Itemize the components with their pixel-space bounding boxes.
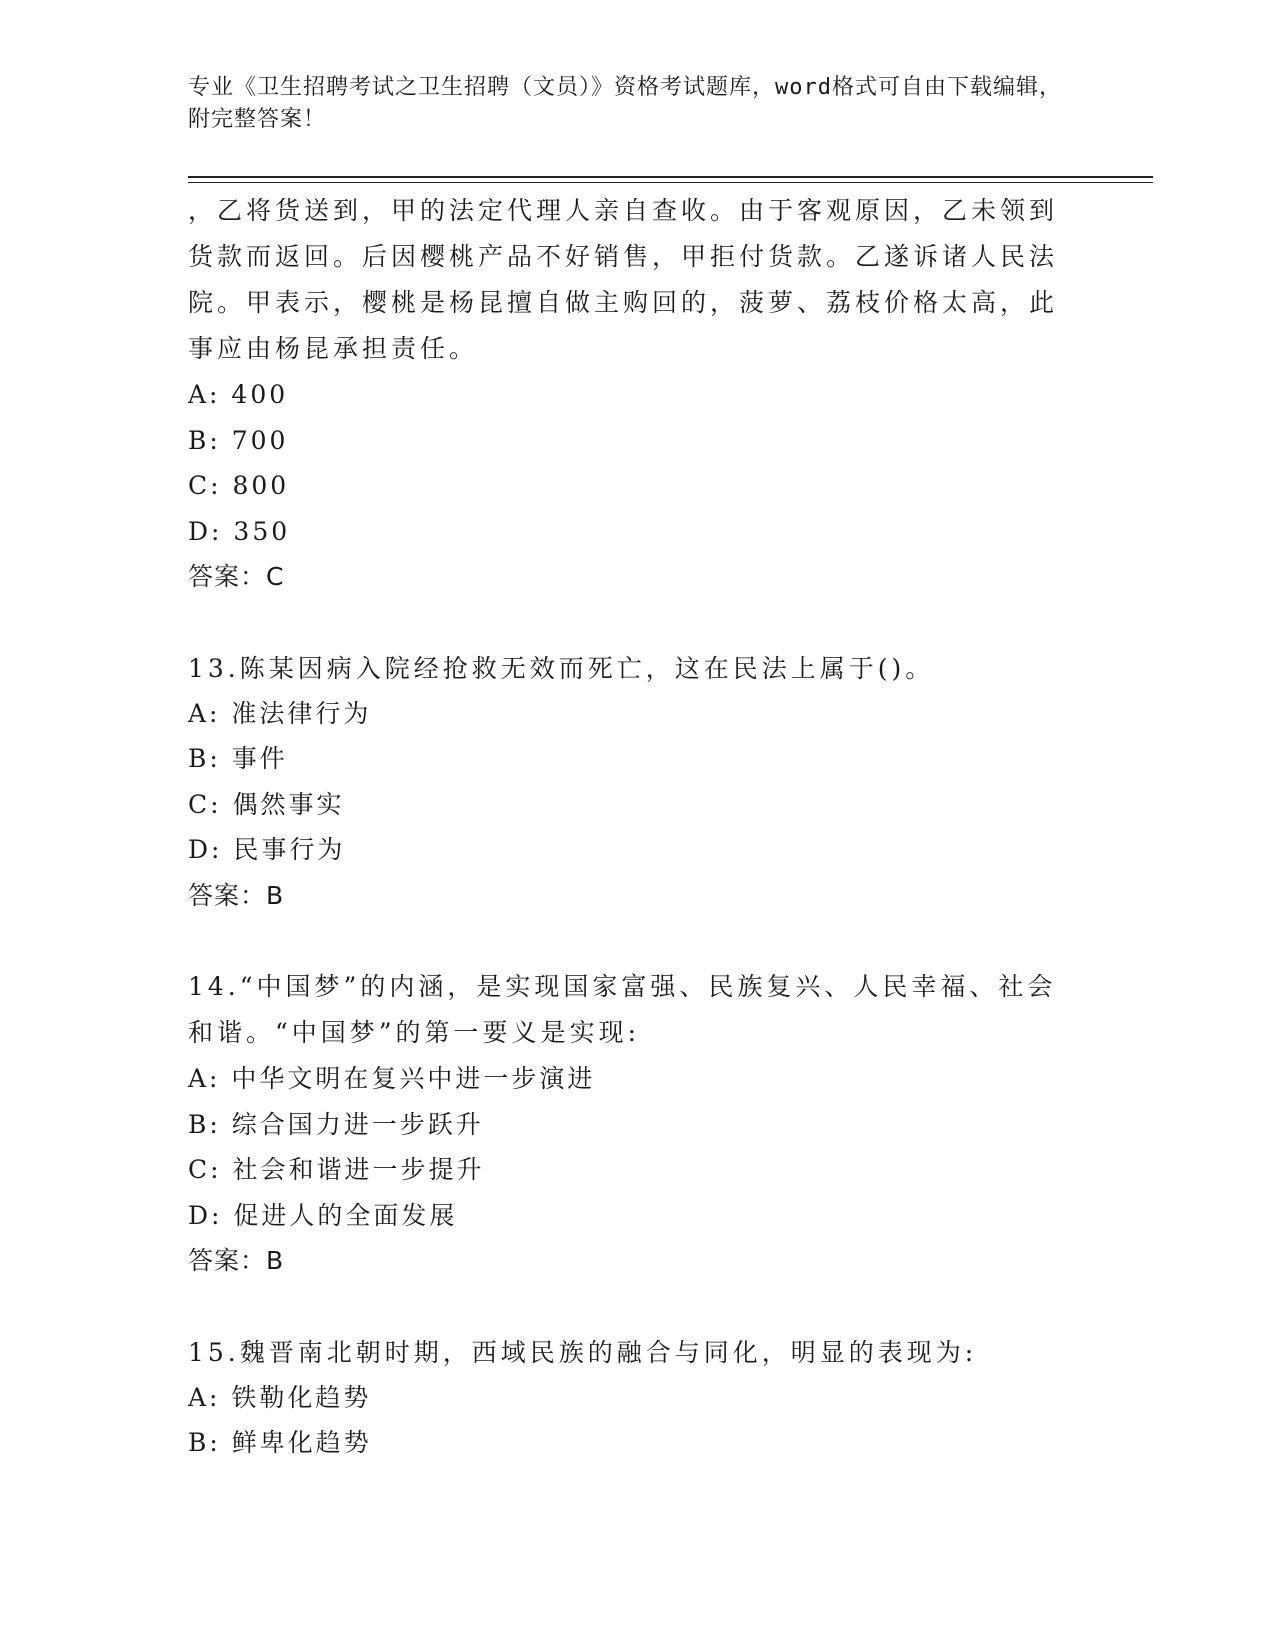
option-d: D: 促进人的全面发展 — [188, 1200, 458, 1230]
question-title: 14.“中国梦”的内涵，是实现国家富强、民族复兴、人民幸福、社会和谐。“中国梦”的第一要义是实现: — [188, 972, 1057, 1047]
document-header: 专业《卫生招聘考试之卫生招聘（文员）》资格考试题库，word格式可自由下载编辑，附完整答案！ — [188, 75, 1062, 132]
question-title: 13.陈某因病入院经抢救无效而死亡，这在民法上属于()。 — [188, 653, 935, 683]
option-c: C: 偶然事实 — [188, 789, 345, 819]
option-a: A: 400 — [188, 380, 289, 409]
answer: 答案：C — [188, 562, 285, 591]
question-text: ，乙将货送到，甲的法定代理人亲自查收。由于客观原因，乙未领到货款而返回。后因樱桃产品不好销售，甲拒付货款。乙遂诉诸人民法院。甲表示，樱桃是杨昆擅自做主购回的，菠萝、荔枝价格太高，此事应由杨昆承担责任。 — [188, 196, 1059, 363]
header-divider-thin — [188, 182, 1153, 183]
option-b: B: 700 — [188, 425, 289, 455]
question-title: 15.魏晋南北朝时期，西域民族的融合与同化，明显的表现为: — [188, 1337, 978, 1367]
option-d: D: 民事行为 — [188, 835, 346, 864]
option-d: D: 350 — [188, 516, 291, 546]
option-b: B: 事件 — [188, 744, 288, 773]
option-b: B: 鲜卑化趋势 — [188, 1428, 372, 1457]
question-15 — [188, 1330, 1068, 1466]
answer: 答案：B — [188, 880, 285, 910]
question-12-continuation — [188, 188, 1068, 600]
option-c: C: 社会和谐进一步提升 — [188, 1155, 485, 1184]
question-13 — [188, 646, 1068, 919]
question-content — [188, 188, 1068, 1466]
answer: 答案：B — [188, 1246, 285, 1275]
question-14 — [188, 964, 1068, 1284]
option-a: A: 中华文明在复兴中进一步演进 — [188, 1064, 596, 1093]
option-b: B: 综合国力进一步跃升 — [188, 1109, 484, 1139]
option-c: C: 800 — [188, 471, 290, 500]
option-a: A: 准法律行为 — [188, 698, 372, 728]
option-a: A: 铁勒化趋势 — [188, 1382, 372, 1412]
header-divider — [188, 176, 1153, 178]
